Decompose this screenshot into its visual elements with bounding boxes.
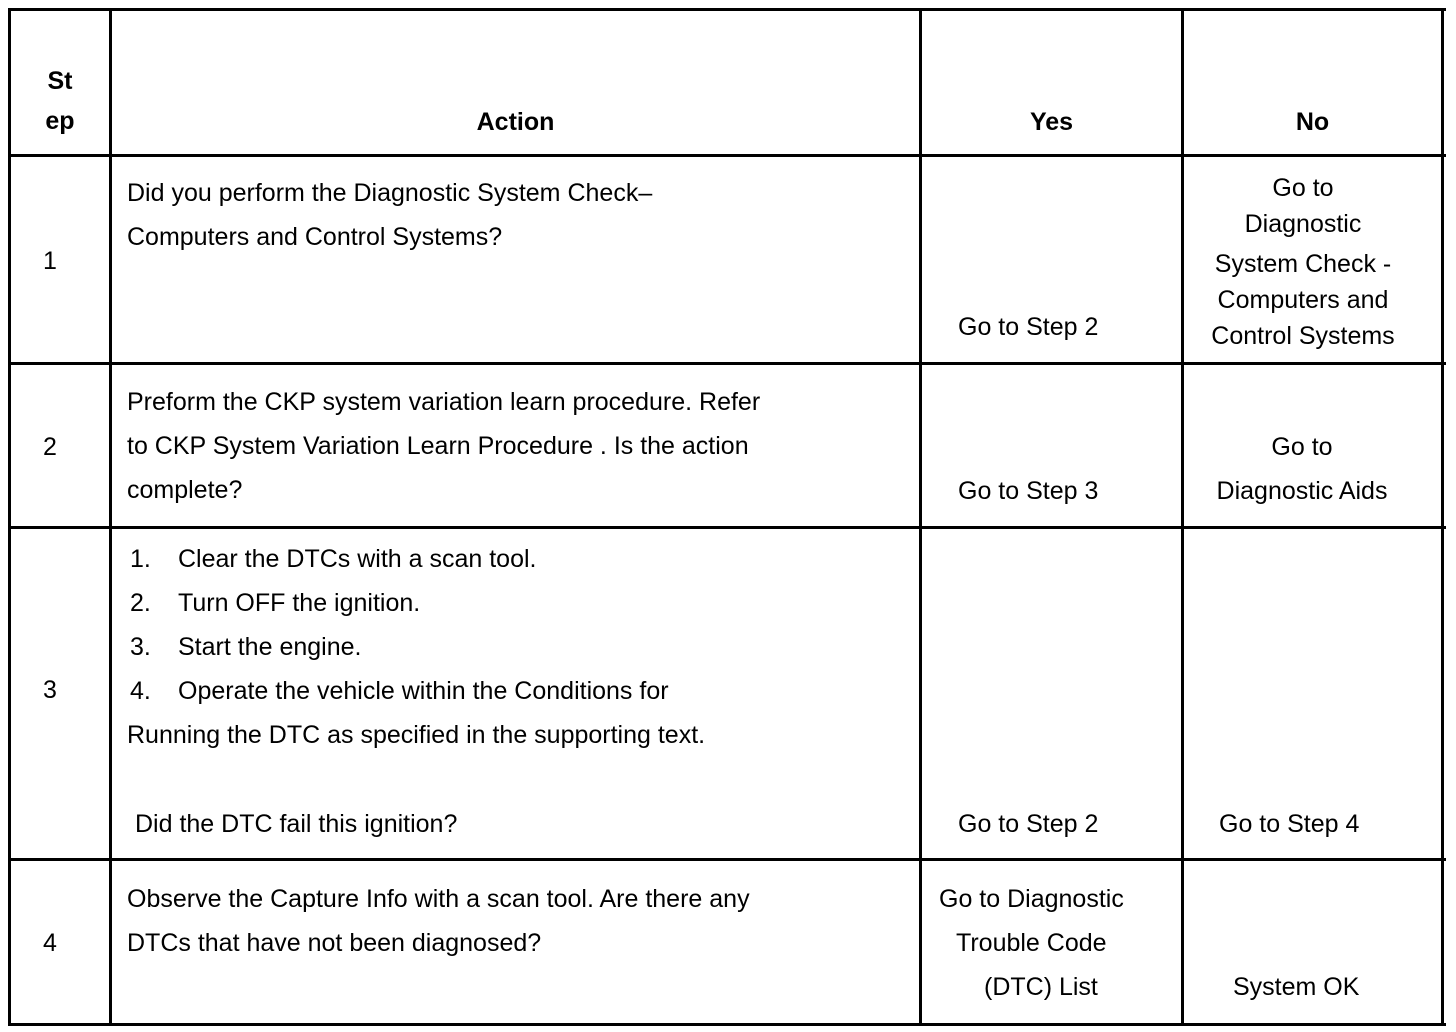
no-link[interactable] — [1184, 170, 1422, 354]
step-number: 4 — [43, 929, 57, 957]
no-line: Computers and — [1217, 286, 1389, 314]
row-divider-1 — [8, 362, 1446, 365]
action-list-item — [127, 625, 705, 669]
action-text — [127, 171, 652, 259]
list-number: 3. — [130, 633, 151, 661]
header-step-line1: St — [47, 67, 73, 95]
yes-link[interactable]: Go to Step 2 — [958, 313, 1099, 341]
action-line: to CKP System Variation Learn Procedure . Is the action — [127, 432, 749, 460]
yes-link[interactable] — [922, 877, 1181, 1009]
col-divider-yes — [1181, 8, 1184, 1026]
header-step-line2: ep — [45, 107, 75, 135]
list-number: 2. — [130, 589, 151, 617]
action-list-item — [127, 537, 705, 581]
no-status: System OK — [1233, 973, 1360, 1001]
action-text — [127, 877, 750, 965]
action-line: Did you perform the Diagnostic System Check– — [127, 179, 653, 207]
table-border-right — [1441, 8, 1444, 1026]
action-line: Preform the CKP system variation learn procedure. Refer — [127, 388, 761, 416]
list-text: Start the engine. — [178, 633, 362, 661]
header-divider — [8, 154, 1446, 157]
row-divider-3 — [8, 858, 1446, 861]
step-number: 2 — [43, 433, 57, 461]
no-line: Go to — [1271, 433, 1333, 461]
action-line: DTCs that have not been diagnosed? — [127, 929, 542, 957]
action-list-item — [127, 669, 705, 713]
list-number: 1. — [130, 545, 151, 573]
step-number: 1 — [43, 247, 57, 275]
action-line: Observe the Capture Info with a scan tool. Are there any — [127, 885, 750, 913]
yes-link[interactable]: Go to Step 2 — [958, 810, 1099, 838]
action-list-item — [127, 581, 705, 625]
list-text: Operate the vehicle within the Conditions for — [178, 677, 669, 705]
col-divider-step — [109, 8, 112, 1026]
action-text — [127, 380, 760, 512]
action-continuation: Running the DTC as specified in the supporting text. — [127, 721, 706, 749]
row-divider-2 — [8, 526, 1446, 529]
action-line: complete? — [127, 476, 243, 504]
header-action: Action — [476, 108, 555, 136]
action-line: Computers and Control Systems? — [127, 223, 503, 251]
header-no: No — [1295, 108, 1330, 136]
step-number: 3 — [43, 676, 57, 704]
col-divider-action — [919, 8, 922, 1026]
list-text: Clear the DTCs with a scan tool. — [178, 545, 537, 573]
no-line: System Check - — [1214, 250, 1392, 278]
no-line: Diagnostic Aids — [1216, 477, 1388, 505]
header-yes: Yes — [1029, 108, 1074, 136]
table-border-top — [8, 8, 1446, 11]
no-link[interactable]: Go to Step 4 — [1219, 810, 1360, 838]
yes-line: Trouble Code — [956, 929, 1107, 957]
yes-line: (DTC) List — [984, 973, 1098, 1001]
action-text — [127, 537, 705, 757]
no-line: Go to — [1272, 174, 1334, 202]
no-line: Control Systems — [1211, 322, 1395, 350]
no-link[interactable] — [1184, 425, 1420, 513]
no-line: Diagnostic — [1244, 210, 1362, 238]
table-border-bottom — [8, 1023, 1446, 1026]
list-number: 4. — [130, 677, 151, 705]
list-text: Turn OFF the ignition. — [178, 589, 421, 617]
yes-link[interactable]: Go to Step 3 — [958, 477, 1099, 505]
yes-line: Go to Diagnostic — [939, 885, 1124, 913]
table-border-left — [8, 8, 11, 1026]
header-step — [11, 61, 109, 141]
action-question: Did the DTC fail this ignition? — [135, 810, 458, 838]
